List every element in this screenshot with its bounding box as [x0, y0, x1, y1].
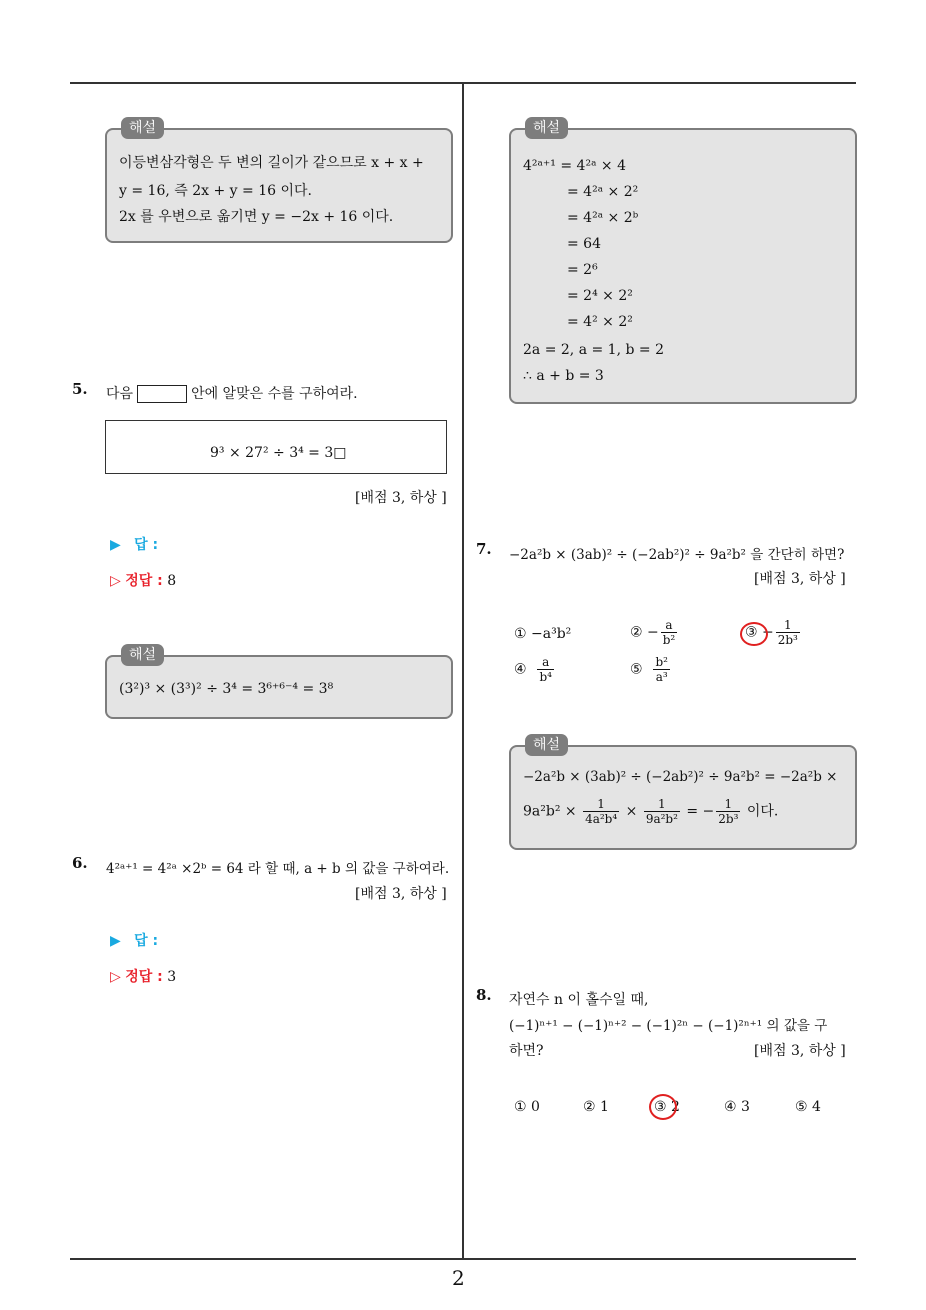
answer-label: 답 : — [134, 933, 159, 949]
question-prompt: 하면? — [509, 1043, 544, 1059]
denominator: 2b³ — [718, 812, 739, 826]
equals-sign: = − — [686, 803, 715, 820]
solution-box-q5 — [105, 647, 453, 719]
prompt-text: 다음 — [106, 386, 134, 402]
choice-4 — [514, 655, 556, 684]
correct-label: 정답 : — [125, 969, 163, 985]
answer-label: 답 : — [134, 537, 159, 553]
times-sign: × — [625, 803, 638, 820]
solution-line: = 64 — [567, 236, 601, 252]
choice-1: ① 0 — [514, 1099, 540, 1115]
solution-box-q6 — [509, 120, 857, 404]
play-icon: ▶ — [110, 933, 121, 949]
solution-line: −2a²b × (3ab)² ÷ (−2ab²)² ÷ 9a²b² = −2a²b × — [523, 769, 838, 785]
play-outline-icon: ▷ — [110, 573, 121, 589]
solution-line: = 2⁶ — [567, 262, 598, 278]
fraction — [583, 797, 619, 826]
choice-label: ② − — [630, 624, 659, 641]
choice-3: ③ 2 — [654, 1099, 680, 1115]
solution-tag: 해설 — [121, 117, 164, 139]
numerator: b² — [655, 655, 668, 669]
choice-2: ② 1 — [583, 1099, 609, 1115]
formula-box — [105, 420, 447, 474]
selected-answer-circle — [740, 622, 768, 646]
fraction — [644, 797, 680, 826]
solution-line: ∴ a + b = 3 — [523, 368, 604, 384]
solution-line: 2x 를 우변으로 옮기면 y = −2x + 16 이다. — [119, 209, 394, 225]
correct-row — [110, 570, 176, 590]
score-label: [배점 3, 하상 ] — [754, 571, 846, 587]
denominator: 4a²b⁴ — [585, 812, 618, 826]
solution-line: = 4² × 2² — [567, 314, 633, 330]
solution-tag: 해설 — [525, 734, 568, 756]
numerator: 1 — [716, 797, 740, 812]
fraction — [661, 618, 678, 647]
solution-tag: 해설 — [121, 644, 164, 666]
question-prompt: 자연수 n 이 홀수일 때, — [509, 992, 649, 1008]
denominator: a³ — [655, 670, 668, 684]
choice-label: ⑤ — [630, 661, 643, 678]
fraction — [653, 655, 670, 684]
choice-5 — [630, 655, 672, 684]
solution-line: = 4²ᵃ × 2ᵇ — [567, 210, 639, 226]
prompt-text: 안에 알맞은 수를 구하여라. — [191, 386, 358, 402]
solution-box-q7 — [509, 737, 857, 850]
question-number: 8. — [476, 986, 492, 1004]
question-prompt: (−1)ⁿ⁺¹ − (−1)ⁿ⁺² − (−1)²ⁿ − (−1)²ⁿ⁺¹ 의 값을 구 — [509, 1018, 828, 1034]
solution-line: y = 16, 즉 2x + y = 16 이다. — [119, 183, 312, 199]
solution-line: = 2⁴ × 2² — [567, 288, 633, 304]
choice-4: ④ 3 — [724, 1099, 750, 1115]
choice-2 — [630, 618, 679, 647]
score-label: [배점 3, 하상 ] — [355, 886, 447, 902]
column-divider — [462, 83, 464, 1260]
question-number: 6. — [72, 854, 88, 872]
choice-1: ① −a³b² — [514, 626, 572, 642]
solution-line: 4²ᵃ⁺¹ = 4²ᵃ × 4 — [523, 158, 627, 174]
solution-line: 이등변삼각형은 두 변의 길이가 같으므로 x + x + — [119, 155, 424, 171]
question-number: 5. — [72, 380, 88, 398]
solution-line: 2a = 2, a = 1, b = 2 — [523, 342, 664, 358]
play-outline-icon: ▷ — [110, 969, 121, 985]
correct-row — [110, 966, 176, 986]
score-label: [배점 3, 하상 ] — [355, 490, 447, 506]
blank-box — [137, 385, 187, 403]
solution-line: (3²)³ × (3³)² ÷ 3⁴ = 3⁶⁺⁶⁻⁴ = 3⁸ — [119, 681, 334, 697]
denominator: b⁴ — [539, 670, 552, 684]
solution-line: = 4²ᵃ × 2² — [567, 184, 639, 200]
solution-tag: 해설 — [525, 117, 568, 139]
denominator: 2b³ — [777, 633, 798, 647]
correct-value: 8 — [167, 573, 177, 589]
question-number: 7. — [476, 540, 492, 558]
correct-value: 3 — [167, 969, 177, 985]
question-prompt: −2a²b × (3ab)² ÷ (−2ab²)² ÷ 9a²b² 을 간단히 하면? — [509, 547, 845, 563]
fraction — [776, 618, 800, 647]
selected-answer-circle — [649, 1094, 677, 1120]
answer-row — [110, 534, 158, 554]
fraction — [716, 797, 740, 826]
solution-box-p4 — [105, 120, 453, 243]
denominator: 9a²b² — [645, 812, 678, 826]
solution-line — [523, 797, 778, 826]
choice-label: ③ − — [745, 624, 774, 641]
numerator: 1 — [776, 618, 800, 633]
question-prompt — [106, 383, 358, 403]
question-prompt: 4²ᵃ⁺¹ = 4²ᵃ ×2ᵇ = 64 라 할 때, a + b 의 값을 구하여라. — [106, 861, 450, 877]
formula: 9³ × 27² ÷ 3⁴ = 3□ — [210, 445, 347, 461]
correct-label: 정답 : — [125, 573, 163, 589]
numerator: 1 — [583, 797, 619, 812]
solution-text: 이다. — [746, 803, 779, 820]
page-number: 2 — [452, 1266, 465, 1290]
solution-text: 9a²b² × — [523, 803, 577, 820]
choice-5: ⑤ 4 — [795, 1099, 821, 1115]
denominator: b² — [662, 633, 676, 647]
choice-label: ④ — [514, 661, 527, 678]
score-label: [배점 3, 하상 ] — [754, 1043, 846, 1059]
play-icon: ▶ — [110, 537, 121, 553]
numerator: 1 — [644, 797, 680, 812]
numerator: a — [661, 618, 678, 633]
answer-row — [110, 930, 158, 950]
fraction — [537, 655, 554, 684]
numerator: a — [537, 655, 554, 670]
